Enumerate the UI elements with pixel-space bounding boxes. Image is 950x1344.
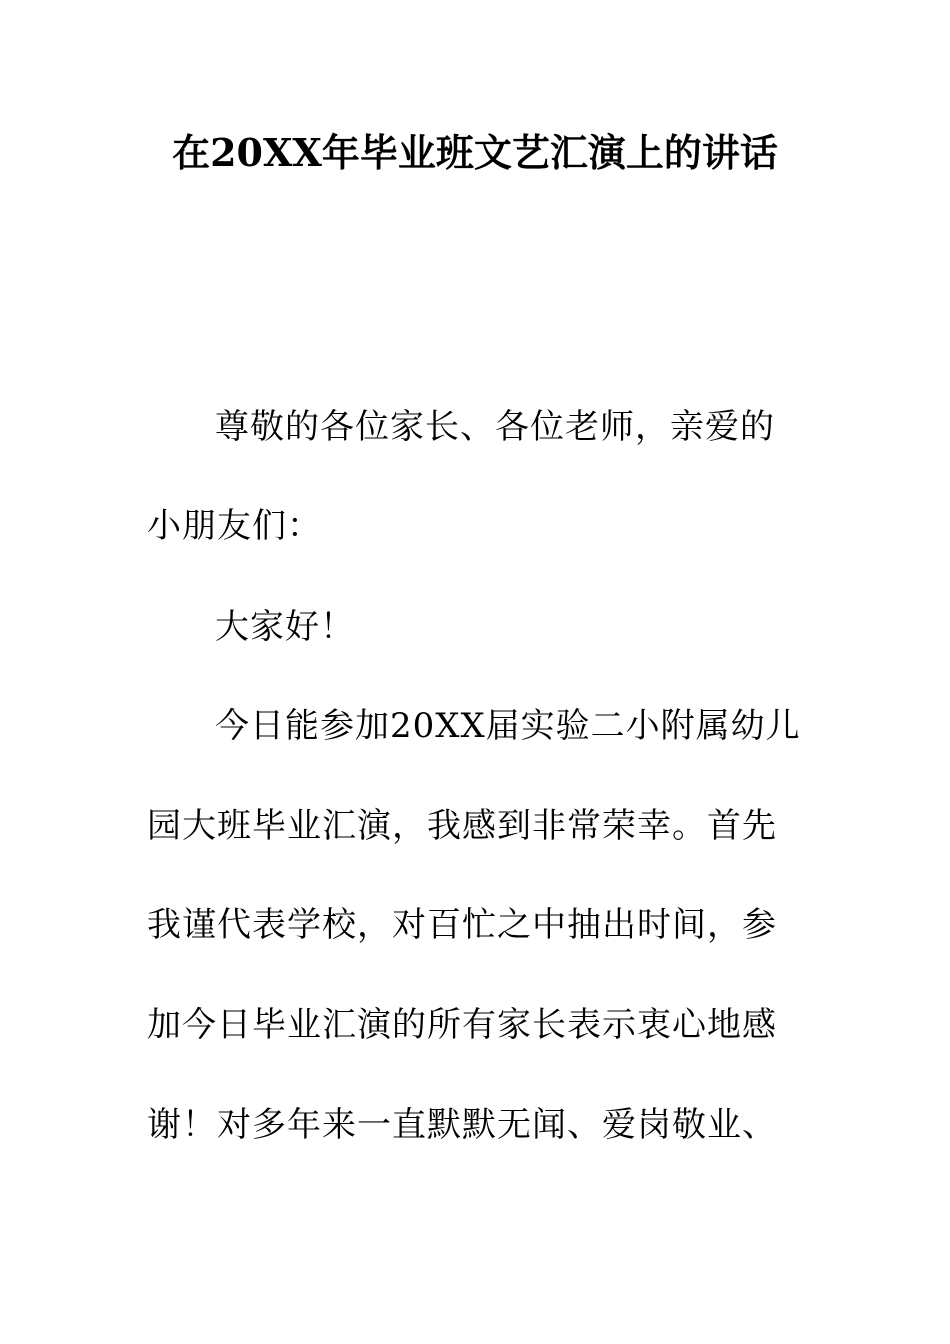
paragraph-line: 加今日毕业汇演的所有家长表示衷心地感 xyxy=(147,1005,777,1045)
paragraph-line: 园大班毕业汇演，我感到非常荣幸。首先 xyxy=(147,806,777,846)
paragraph-line: 谢！对多年来一直默默无闻、爱岗敬业、 xyxy=(147,1105,777,1145)
paragraph-line: 大家好！ xyxy=(215,607,355,647)
document-title: 在20XX年毕业班文艺汇演上的讲话 xyxy=(172,130,778,175)
paragraph-line: 尊敬的各位家长、各位老师，亲爱的 xyxy=(215,407,775,447)
paragraph-line: 今日能参加20XX届实验二小附属幼儿 xyxy=(215,706,801,746)
paragraph-line: 小朋友们： xyxy=(147,506,322,546)
paragraph-line: 我谨代表学校，对百忙之中抽出时间，参 xyxy=(147,905,777,945)
